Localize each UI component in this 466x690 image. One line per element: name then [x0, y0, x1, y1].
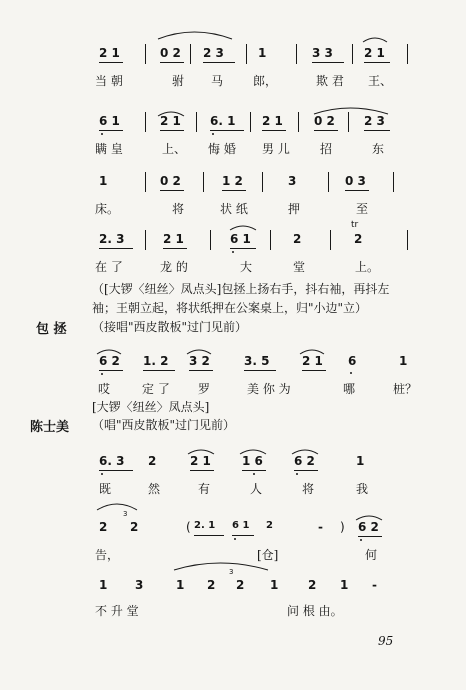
underline: [99, 470, 133, 471]
barline: [348, 112, 349, 132]
lyric: 上、: [162, 142, 187, 156]
barline: [270, 230, 271, 250]
note: 1: [270, 578, 279, 592]
lyric: 欺 君: [316, 74, 344, 88]
note: 2: [236, 578, 245, 592]
note-group: 2 3: [203, 46, 224, 60]
barline: [298, 112, 299, 132]
lyric: 郎，: [253, 74, 278, 88]
note: 1: [99, 578, 108, 592]
note-group: 1. 2: [143, 354, 169, 368]
slur: [172, 558, 272, 572]
low-dot: [101, 133, 103, 135]
barline: [190, 44, 191, 64]
low-dot: [101, 373, 103, 375]
stage-direction-line-2: 袖；王朝立起，将状纸押在公案桌上，归"小边"立）: [92, 301, 368, 315]
lyric: 罗: [198, 382, 211, 396]
note-group: 2. 1: [194, 520, 216, 531]
note: 1: [258, 46, 267, 60]
underline: [203, 62, 235, 63]
lyric: 招: [320, 142, 333, 156]
low-dot: [234, 538, 236, 540]
note-group: 0 2: [314, 114, 335, 128]
role-direction-baozheng: （接唱"西皮散板"过门见前）: [92, 320, 248, 334]
lyric: 有: [198, 482, 211, 496]
note-group: 1 2: [222, 174, 243, 188]
note: 2: [354, 232, 363, 246]
barline: [145, 44, 146, 64]
page-number: 95: [378, 634, 394, 648]
note-group: 6 2: [358, 520, 379, 534]
note-group: 2 1: [364, 46, 385, 60]
lyric: 将: [172, 202, 185, 216]
role-name-chenshimei: 陈士美: [30, 420, 70, 435]
underline: [210, 130, 244, 131]
note: 1: [356, 454, 365, 468]
underline: [160, 62, 184, 63]
note: 2: [99, 520, 108, 534]
note-group: 2 1: [163, 232, 184, 246]
note-group: 3. 5: [244, 354, 270, 368]
underline: [222, 190, 246, 191]
slur: [361, 34, 391, 44]
lyric: 至: [356, 202, 369, 216]
lyric: 然: [148, 482, 161, 496]
note: 1: [340, 578, 349, 592]
low-dot: [296, 473, 298, 475]
note: 1: [176, 578, 185, 592]
underline: [160, 130, 184, 131]
note-group: 6 2: [294, 454, 315, 468]
lyric: 哪: [343, 382, 356, 396]
underline: [302, 370, 326, 371]
underline: [230, 248, 256, 249]
note-group: 3 2: [189, 354, 210, 368]
note: 2: [130, 520, 139, 534]
lyric: 东: [372, 142, 385, 156]
note-group: 6 1: [232, 520, 250, 531]
low-dot: [350, 372, 352, 374]
underline: [190, 470, 214, 471]
note: 3: [135, 578, 144, 592]
note-group: 2 1: [160, 114, 181, 128]
barline: [145, 230, 146, 250]
underline: [99, 248, 133, 249]
underline: [189, 370, 213, 371]
barline: [330, 230, 331, 250]
note-group: 0 3: [345, 174, 366, 188]
lyric: 床。: [95, 202, 120, 216]
note-group: 2. 3: [99, 232, 125, 246]
note: 6: [348, 354, 357, 368]
low-dot: [232, 251, 234, 253]
lyric: 悔 婚: [208, 142, 236, 156]
note: 2: [308, 578, 317, 592]
note-group: 2 3: [364, 114, 385, 128]
barline: [296, 44, 297, 64]
note: 1: [99, 174, 108, 188]
low-dot: [253, 473, 255, 475]
slur: [156, 27, 236, 41]
underline: [262, 130, 286, 131]
lyric: 何: [365, 548, 378, 562]
note-group: 6 1: [230, 232, 251, 246]
music-cue: [大锣〈纽丝〉凤点头]: [92, 400, 210, 414]
lyric: 龙 的: [160, 260, 188, 274]
close-paren: ): [340, 520, 345, 534]
lyric: 告，: [95, 548, 120, 562]
barline: [407, 230, 408, 250]
lyric: 驸: [172, 74, 185, 88]
lyric: 上。: [355, 260, 380, 274]
note: 2: [207, 578, 216, 592]
dash: -: [372, 578, 377, 592]
underline: [232, 535, 254, 536]
barline: [246, 44, 247, 64]
underline: [163, 248, 187, 249]
lyric: 瞒 皇: [95, 142, 123, 156]
stage-direction-line-1: （[大锣〈纽丝〉凤点头]包拯上扬右手，抖右袖，再抖左: [92, 282, 390, 296]
note-group: 3 3: [312, 46, 333, 60]
note-group: 0 2: [160, 174, 181, 188]
underline: [294, 470, 318, 471]
barline: [210, 230, 211, 250]
note-group: 2 1: [190, 454, 211, 468]
role-name-baozheng: 包 拯: [36, 322, 67, 337]
underline: [99, 130, 123, 131]
note: 3: [288, 174, 297, 188]
note-group: 1 6: [242, 454, 263, 468]
barline: [196, 112, 197, 132]
open-paren: (: [186, 520, 191, 534]
note-group: 6 1: [99, 114, 120, 128]
underline: [244, 370, 276, 371]
underline: [345, 190, 369, 191]
underline: [194, 535, 224, 536]
slur: [228, 222, 260, 232]
grace-note: 3: [229, 568, 234, 576]
lyric: 马: [211, 74, 224, 88]
barline: [145, 112, 146, 132]
note-group: 2 1: [262, 114, 283, 128]
underline: [358, 536, 382, 537]
lyric: 在 了: [95, 260, 123, 274]
barline: [407, 44, 408, 64]
note: 2: [266, 520, 273, 531]
note-group: 2 1: [99, 46, 120, 60]
role-direction-chenshimei: （唱"西皮散板"过门见前）: [92, 418, 236, 432]
note: 2: [148, 454, 157, 468]
lyric: 美 你 为: [247, 382, 291, 396]
lyric: 桩？: [393, 382, 418, 396]
lyric: 大: [240, 260, 253, 274]
lyric: [仓]: [257, 548, 279, 562]
note: 1: [399, 354, 408, 368]
barline: [250, 112, 251, 132]
lyric: 问 根 由。: [287, 604, 343, 618]
underline: [99, 370, 123, 371]
low-dot: [360, 539, 362, 541]
lyric: 将: [302, 482, 315, 496]
low-dot: [101, 473, 103, 475]
underline: [364, 130, 390, 131]
lyric: 堂: [293, 260, 306, 274]
trill-ornament: tr: [351, 220, 359, 230]
note-group: 6. 3: [99, 454, 125, 468]
barline: [352, 44, 353, 64]
lyric: 押: [288, 202, 301, 216]
note-group: 2 1: [302, 354, 323, 368]
lyric: 不 升 堂: [95, 604, 139, 618]
lyric: 既: [99, 482, 112, 496]
lyric: 当 朝: [95, 74, 123, 88]
slur: [95, 500, 141, 512]
underline: [314, 130, 338, 131]
barline: [145, 172, 146, 192]
underline: [364, 62, 390, 63]
barline: [393, 172, 394, 192]
underline: [312, 62, 344, 63]
lyric: 定 了: [142, 382, 170, 396]
underline: [160, 190, 184, 191]
note: 2: [293, 232, 302, 246]
underline: [143, 370, 175, 371]
note-group: 6 2: [99, 354, 120, 368]
lyric: 人: [250, 482, 263, 496]
note-group: 0 2: [160, 46, 181, 60]
grace-note: 3: [123, 510, 128, 518]
lyric: 状 纸: [220, 202, 248, 216]
barline: [203, 172, 204, 192]
lyric: 男 儿: [262, 142, 290, 156]
underline: [242, 470, 266, 471]
low-dot: [212, 133, 214, 135]
note-group: 6. 1: [210, 114, 236, 128]
barline: [262, 172, 263, 192]
dash: -: [318, 520, 323, 534]
lyric: 哎: [98, 382, 111, 396]
lyric: 王、: [368, 74, 393, 88]
underline: [99, 62, 123, 63]
lyric: 我: [356, 482, 369, 496]
barline: [328, 172, 329, 192]
